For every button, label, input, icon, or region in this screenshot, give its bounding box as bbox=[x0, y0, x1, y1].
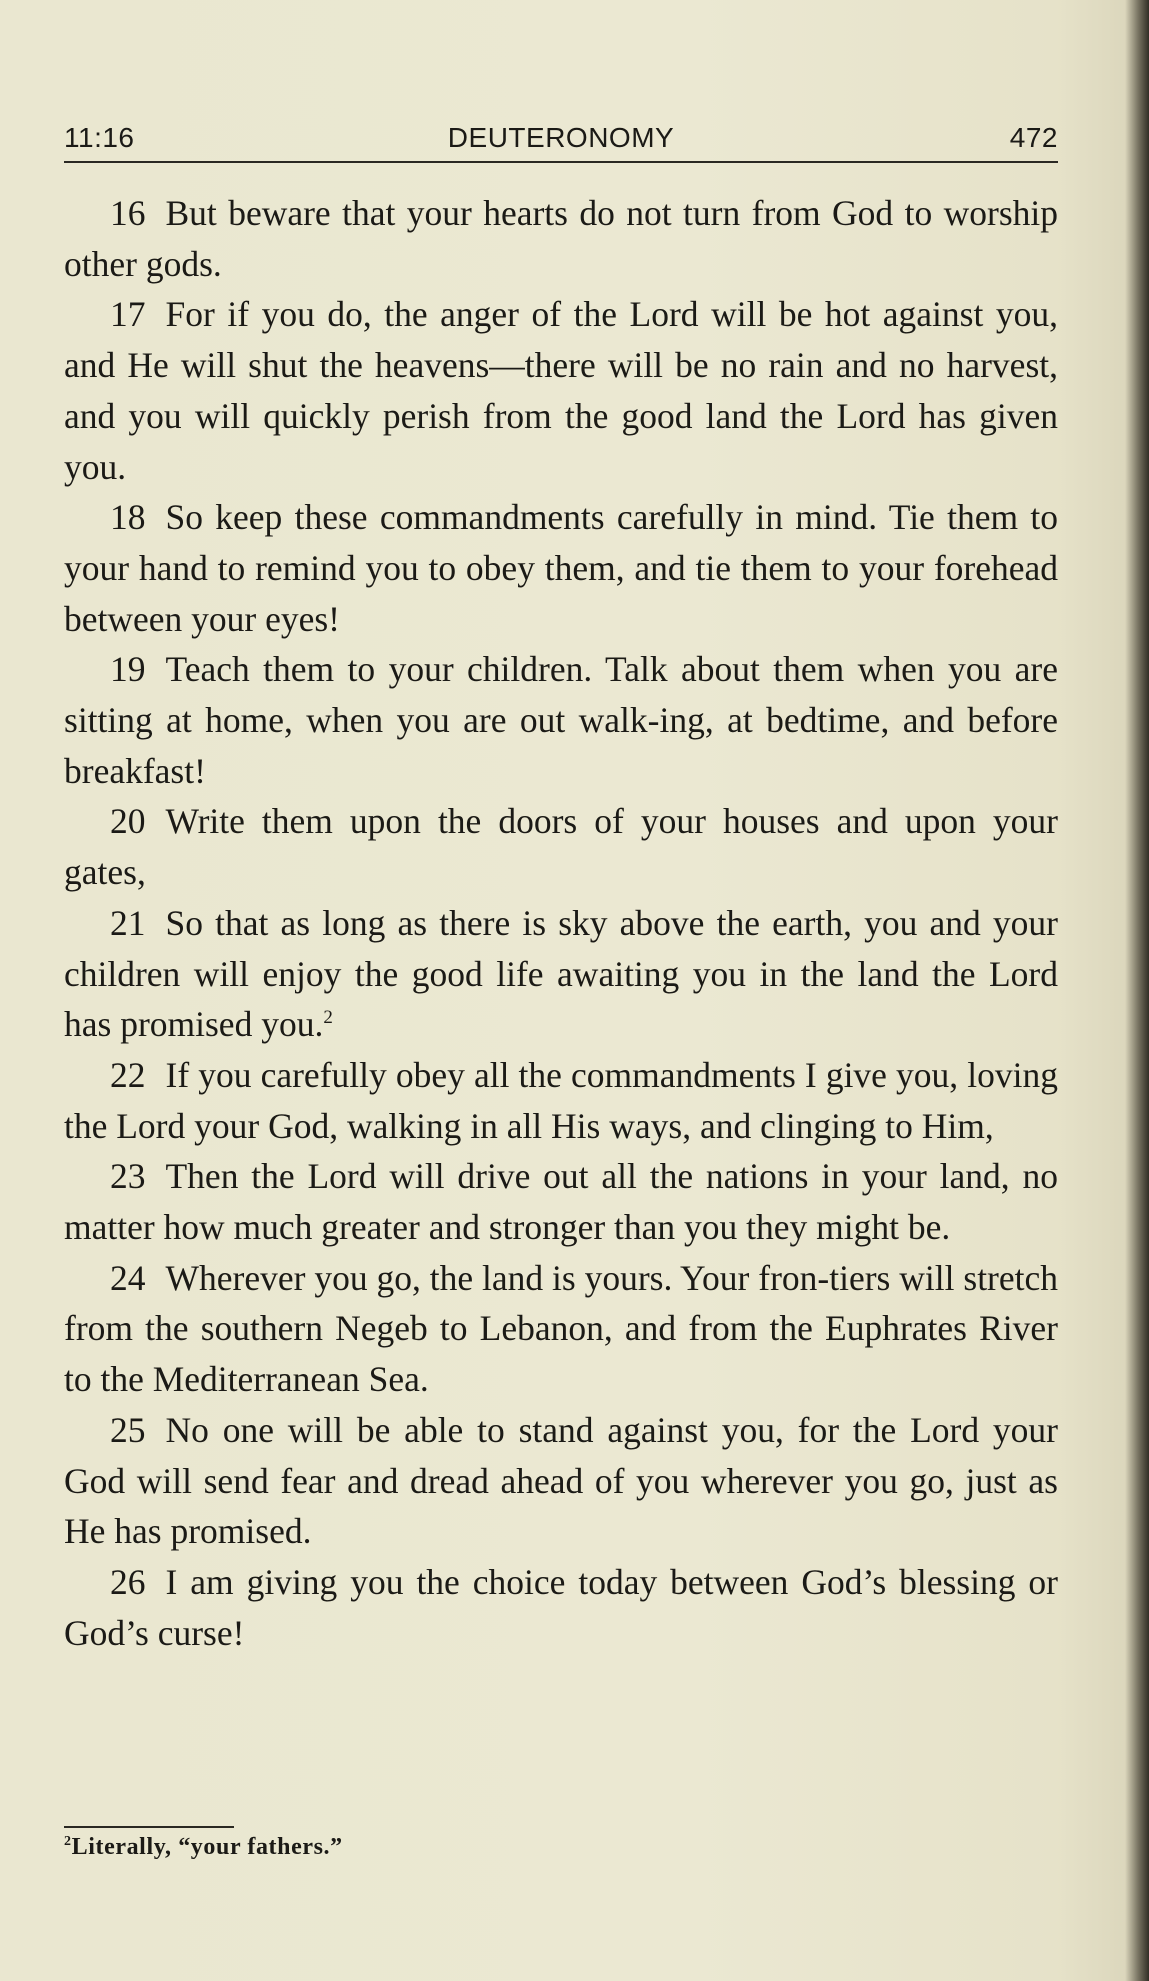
verse bbox=[64, 898, 1058, 1050]
verse bbox=[64, 1151, 1058, 1252]
book-title: DEUTERONOMY bbox=[447, 122, 675, 153]
verse-number: 17 bbox=[110, 294, 146, 335]
verse bbox=[64, 1050, 1058, 1151]
verse-text: For if you do, the anger of the Lord will be hot against you, and He will shut the heavens—there will be no rain and no harvest, and you will quickly perish from the good land the Lord has given you. bbox=[64, 294, 1058, 487]
verse-text: Then the Lord will drive out all the nations in your land, no matter how much greater and stronger than you they might be. bbox=[64, 1156, 1058, 1248]
chapter-verse-reference: 11:16 bbox=[64, 122, 135, 153]
verse bbox=[64, 1557, 1058, 1658]
verse-number: 26 bbox=[110, 1561, 146, 1602]
footnote-text: Literally, “your fathers.” bbox=[71, 1834, 343, 1860]
spine-shadow bbox=[1125, 0, 1149, 1981]
verse bbox=[64, 644, 1058, 796]
verse-text: I am giving you the choice today between God’s blessing or God’s curse! bbox=[64, 1561, 1058, 1653]
verse-number: 23 bbox=[110, 1156, 146, 1197]
footnote-number: 2 bbox=[64, 1834, 72, 1849]
verse-number: 16 bbox=[110, 193, 146, 233]
verse-text: Teach them to your children. Talk about them when you are sitting at home, when you are out walk-ing, at bedtime, and before breakfast! bbox=[64, 649, 1058, 791]
verse bbox=[64, 1253, 1058, 1405]
verse-number: 21 bbox=[110, 902, 146, 943]
verse bbox=[64, 188, 1058, 289]
running-head bbox=[64, 118, 1058, 166]
verse-text: So that as long as there is sky above the earth, you and your children will enjoy the good life awaiting you in the land the Lord has promised you. bbox=[64, 902, 1058, 1045]
page-number: 472 bbox=[1009, 122, 1058, 153]
verse-number: 25 bbox=[110, 1409, 146, 1450]
verse-text: No one will be able to stand against you, for the Lord your God will send fear and dread ahead of you wherever you go, just as He has promised. bbox=[64, 1409, 1058, 1552]
header-rule bbox=[64, 161, 1058, 163]
verse-number: 20 bbox=[110, 801, 146, 842]
verse bbox=[64, 492, 1058, 644]
verse-text: So keep these commandments carefully in mind. Tie them to your hand to remind you to obey them, and tie them to your forehead between your eyes! bbox=[64, 497, 1058, 639]
footnote-marker: 2 bbox=[323, 1007, 333, 1029]
verse-number: 22 bbox=[110, 1054, 146, 1095]
verse-text: Wherever you go, the land is yours. Your fron-tiers will stretch from the southern Negeb to Lebanon, and from the Euphrates River to the Mediterranean Sea. bbox=[64, 1257, 1058, 1400]
verse bbox=[64, 1405, 1058, 1557]
verse-text: If you carefully obey all the commandments I give you, loving the Lord your God, walking in all His ways, and clinging to Him, bbox=[64, 1054, 1058, 1146]
verse-number: 19 bbox=[110, 649, 146, 690]
footnote bbox=[64, 1834, 343, 1861]
verse bbox=[64, 289, 1058, 492]
verse-number: 24 bbox=[110, 1257, 146, 1298]
verse-text: But beware that your hearts do not turn from God to worship other gods. bbox=[64, 193, 1058, 284]
verse bbox=[64, 796, 1058, 897]
verse-text: Write them upon the doors of your houses and upon your gates, bbox=[64, 801, 1058, 893]
footnote-rule bbox=[64, 1826, 234, 1828]
scripture-text bbox=[64, 188, 1058, 1658]
verse-number: 18 bbox=[110, 497, 146, 538]
